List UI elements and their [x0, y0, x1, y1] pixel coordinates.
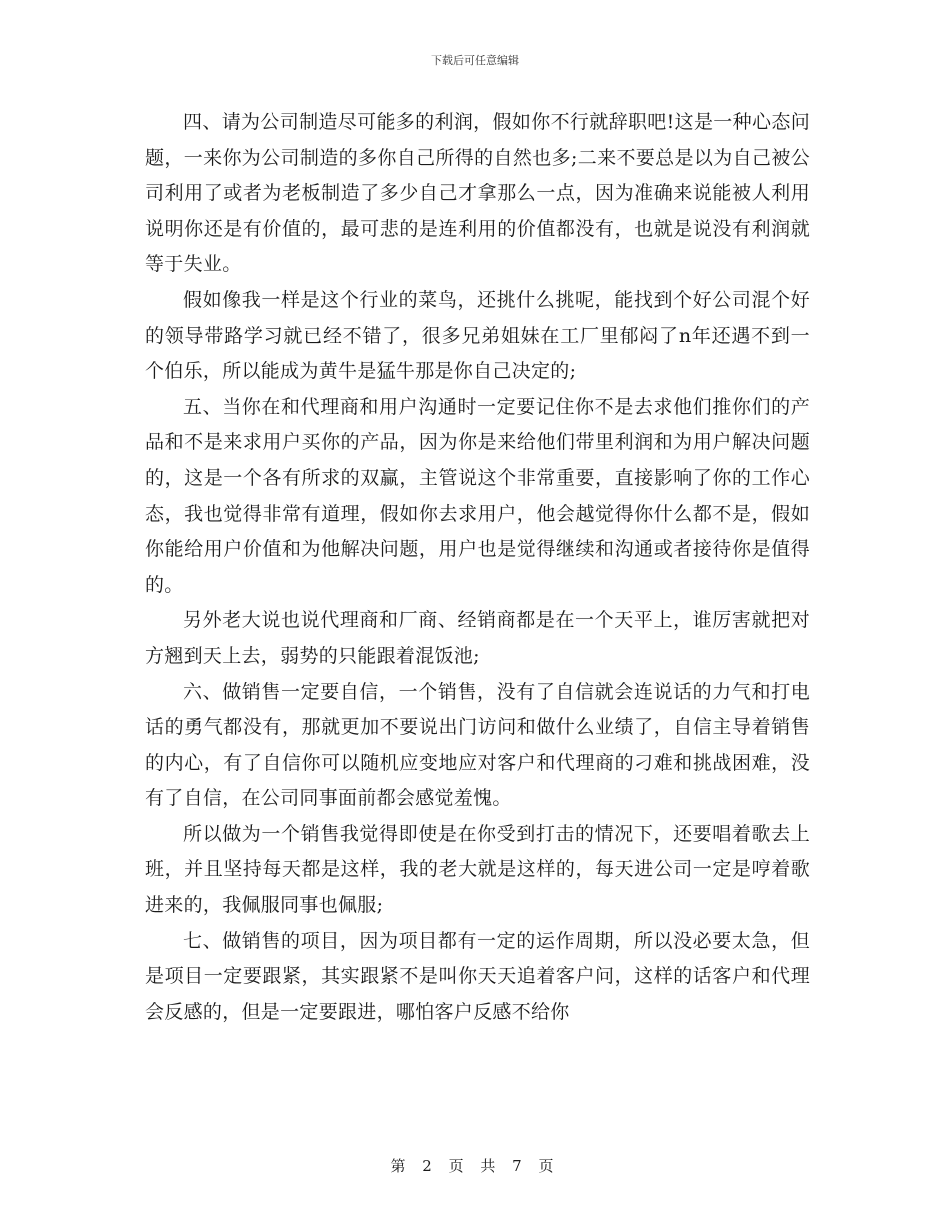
paragraph-singing: 所以做为一个销售我觉得即使是在你受到打击的情况下，还要唱着歌去上班，并且坚持每天都是这样，我的老大就是这样的，每天进公司一定是哼着歌进来的，我佩服同事也佩服; [145, 822, 810, 917]
document-body [145, 105, 810, 1030]
paragraph-5: 五、当你在和代理商和用户沟通时一定要记住你不是去求他们推你们的产品和不是来求用户买你的产品，因为你是来给他们带里利润和为用户解决问题的，这是一个各有所求的双赢，主管说这个非常重要，直接影响了你的工作心态，我也觉得非常有道理，假如你去求用户，他会越觉得你什么都不是，假如你能给用户价值和为他解决问题，用户也是觉得继续和沟通或者接待你是值得的。 [145, 395, 810, 596]
paragraph-rookie: 假如像我一样是这个行业的菜鸟，还挑什么挑呢，能找到个好公司混个好的领导带路学习就已经不错了，很多兄弟姐妹在工厂里郁闷了n年还遇不到一个伯乐，所以能成为黄牛是猛牛那是你自己决定的; [145, 288, 810, 383]
page-number: 第 2 页 共 7 页 [390, 1157, 560, 1175]
paragraph-6: 六、做销售一定要自信，一个销售，没有了自信就会连说话的力气和打电话的勇气都没有，那就更加不要说出门访问和做什么业绩了，自信主导着销售的内心，有了自信你可以随机应变地应对客户和代理商的刁难和挑战困难，没有了自信，在公司同事面前都会感觉羞愧。 [145, 680, 810, 810]
paragraph-4: 四、请为公司制造尽可能多的利润，假如你不行就辞职吧!这是一种心态问题，一来你为公司制造的多你自己所得的自然也多;二来不要总是以为自己被公司利用了或者为老板制造了多少自己才拿那么一点，因为准确来说能被人利用说明你还是有价值的，最可悲的是连利用的价值都没有，也就是说没有利润就等于失业。 [145, 111, 810, 276]
paragraph-agents-balance: 另外老大说也说代理商和厂商、经销商都是在一个天平上，谁厉害就把对方翘到天上去，弱势的只能跟着混饭池; [145, 609, 810, 667]
paragraph-7: 七、做销售的项目，因为项目都有一定的运作周期，所以没必要太急，但是项目一定要跟紧，其实跟紧不是叫你天天追着客户问，这样的话客户和代理会反感的，但是一定要跟进，哪怕客户反感不给你 [145, 929, 810, 1023]
page-header-note: 下载后可任意编辑 [431, 54, 519, 67]
